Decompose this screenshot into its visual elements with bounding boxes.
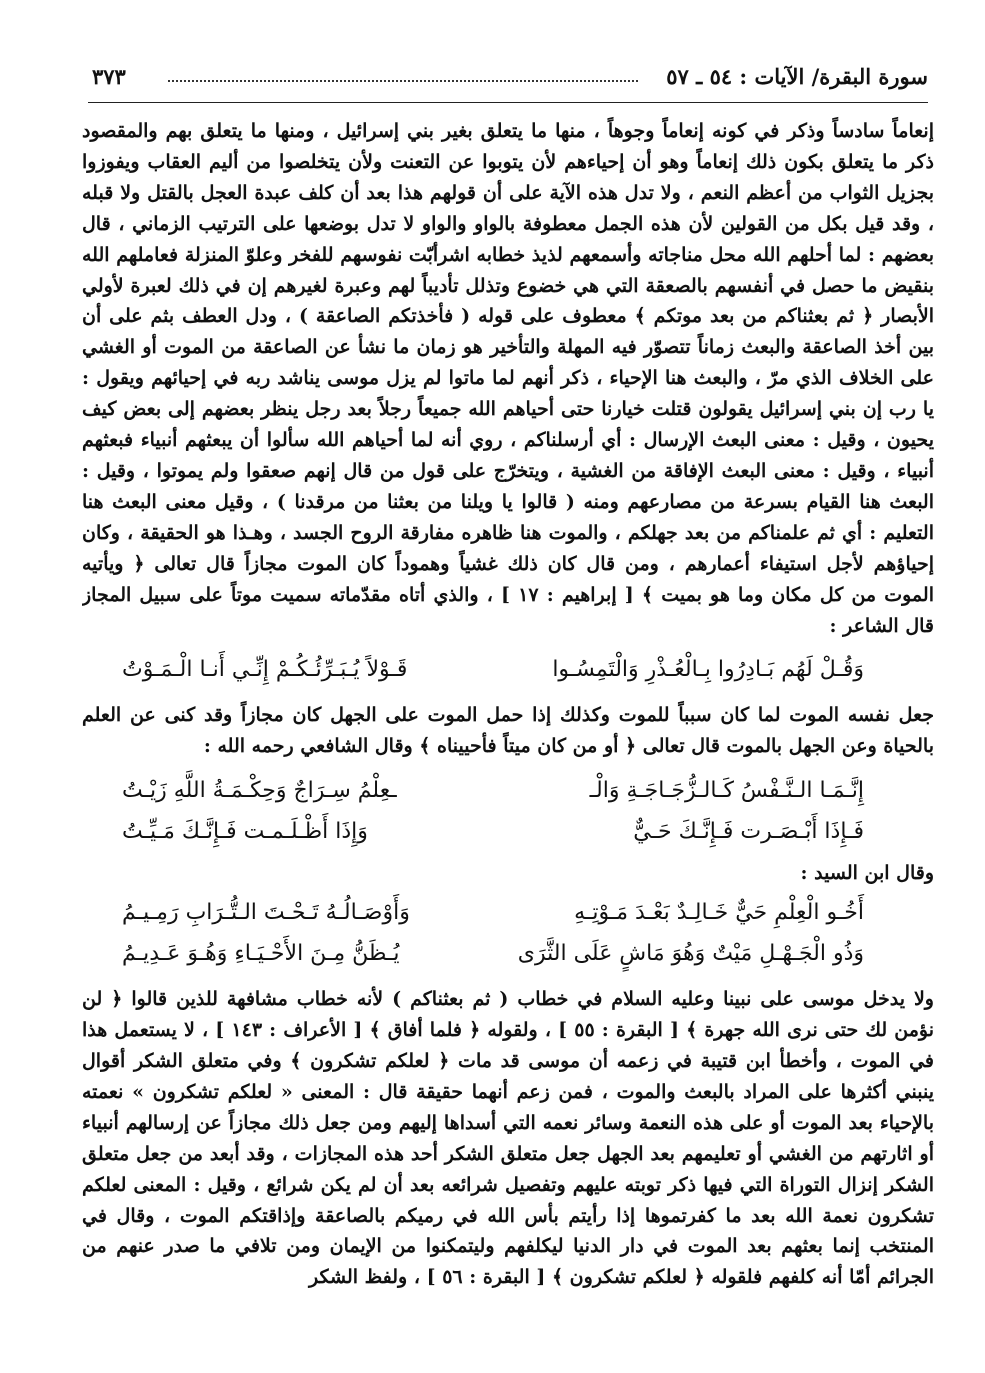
poem-2-line-1 [82, 770, 934, 811]
running-title: سورة البقرة/ الآيات : ٥٤ ـ ٥٧ [666, 64, 928, 89]
paragraph-2: جعل نفسه الموت لما كان سبباً للموت وكذلك إذا حمل الموت على الجهل كان مجازاً وقد كنى عن العلم بالحياة وعن الجهل بالموت قال تعالى ﴿ أو من كان ميتاً فأحييناه ﴾ وقال الشافعي رحمه الله : [82, 704, 934, 758]
hemistich-left: قَـوْلاً يُـبَـرِّئُـكُـمْ إِنِّـي أَنـا الْـمَـوْتُ [122, 657, 408, 683]
hemistich-left: يُـظَنُّ مِـنَ الأَحْـيَـاءِ وَهُـوَ عَـدِيـمُ [122, 941, 400, 967]
hemistich-left: وَأَوْصَـالُـهُ تَـحْـتَ الـتُّـرَابِ رَمِـيـمُ [122, 900, 410, 926]
poem-1-line-1 [82, 649, 934, 690]
poem-2 [82, 770, 934, 852]
page-header [88, 58, 928, 103]
header-dot-leader [168, 80, 638, 82]
poem-3 [82, 892, 934, 974]
paragraph-4: ولا يدخل موسى على نبينا وعليه السلام في خطاب ( ثم بعثناكم ) لأنه خطاب مشافهة للذين قالوا ﴿ لن نؤمن لك حتى نرى الله جهرة ﴾ [ البقرة : ٥٥ ] ، ولقوله ﴿ فلما أفاق ﴾ [ الأعراف : ١٤٣ ] ، لا يستعمل هذا في الموت ، وأخطأ ابن قتيبة في زعمه أن موسى قد مات ﴿ لعلكم تشكرون ﴾ وفي متعلق الشكر أقوال ينبني أكثرها على المراد بالبعث والموت ، فمن زعم أنهما حقيقة قال : المعنى « لعلكم تشكرون » نعمته بالإحياء بعد الموت أو على هذه النعمة وسائر نعمه التي أسداها إليهم ومن جعل ذلك مجازاً عن إرسالهم أنبياء أو اثارتهم من الغشي أو تعليمهم بعد الجهل جعل متعلق الشكر أحد هذه المجازات ، وقد أبعد من جعل متعلق الشكر إنزال التوراة التي فيها ذكر توبته عليهم وتفصيل شرائعه بعد أن لم يكن شرائع ، وقيل : المعنى لعلكم تشكرون نعمة الله بعد ما كفرتموها إذا رأيتم بأس الله في رميكم بالصاعقة وإذاقتكم الموت ، وقال في المنتخب إنما بعثهم بعد الموت في دار الدنيا ليكلفهم وليتمكنوا من الإيمان ومن تلافي ما صدر عنهم من الجرائم أمّا أنه كلفهم فلقوله ﴿ لعلكم تشكرون ﴾ [ البقرة : ٥٦ ] ، ولفظ الشكر [82, 988, 934, 1289]
poem-2-line-2 [82, 811, 934, 852]
hemistich-right: إِنَّـمَـا الـنَّـفْسُ كَـالـزُّجَـاجَـةِ وَالْـ [589, 778, 864, 804]
poem-3-line-1 [82, 892, 934, 933]
hemistich-left: وَإِذَا أَظْـلَـمـت فَـإِنَّـكَ مَـيِّـتُ [122, 819, 368, 845]
poem-3-intro: وقال ابن السيد : [800, 862, 934, 885]
page-number: ٣٧٣ [92, 64, 126, 89]
poem-1 [82, 649, 934, 690]
hemistich-right: فَـإِذَا أَبْـصَـرت فَـإِنَّـكَ حَـيٌّ [633, 819, 864, 845]
page-body [82, 116, 934, 1366]
paragraph-1: إنعاماً سادساً وذكر في كونه إنعاماً وجوهاً ، منها ما يتعلق بغير بني إسرائيل ، ومنها ما يتعلق بهم والمقصود ذكر ما يتعلق بكون ذلك إنعاماً وهو أن إحياءهم لأن يتوبوا عن التعنت ولأن يتخلصوا من أليم العقاب ويفوزوا بجزيل الثواب من أعظم النعم ، ولا تدل هذه الآية على أن قولهم هذا بعد أن كلف عبدة العجل بالقتل ولا قبله ، وقد قيل بكل من القولين لأن هذه الجمل معطوفة بالواو والواو لا تدل بوضعها على الترتيب الزماني ، قال بعضهم : لما أحلهم الله محل مناجاته وأسمعهم لذيذ خطابه اشرأبّت نفوسهم للفخر وعلوّ المنزلة فعاملهم الله بنقيض ما حصل في أنفسهم بالصعقة التي هي خضوع وتذلل تأديباً لهم وعبرة لغيرهم إن في ذلك لعبرة لأولي الأبصار ﴿ ثم بعثناكم من بعد موتكم ﴾ معطوف على قوله ( فأخذتكم الصاعقة ) ، ودل العطف بثم على أن بين أخذ الصاعقة والبعث زماناً تتصوّر فيه المهلة والتأخير هو زمان ما نشأ عن الصاعقة من الموت أو الغشي على الخلاف الذي مرّ ، والبعث هنا الإحياء ، ذكر أنهم لما ماتوا لم يزل موسى يناشد ربه في إحيائهم ويقول : يا رب إن بني إسرائيل يقولون قتلت خيارنا حتى أحياهم الله جميعاً رجلاً بعد رجل ينظر بعضهم إلى بعض كيف يحيون ، وقيل : معنى البعث الإرسال : أي أرسلناكم ، روي أنه لما أحياهم الله سألوا أن يبعثهم أنبياء فبعثهم أنبياء ، وقيل : معنى البعث الإفاقة من الغشية ، ويتخرّج على قول من قال إنهم صعقوا ولم يموتوا ، وقيل : البعث هنا القيام بسرعة من مصارعهم ومنه ( قالوا يا ويلنا من بعثنا من مرقدنا ) ، وقيل معنى البعث هنا التعليم : أي ثم علمناكم من بعد جهلكم ، والموت هنا ظاهره مفارقة الروح الجسد ، وهـذا هو الحقيقة ، وكان إحياؤهم لأجل استيفاء أعمارهم ، ومن قال كان ذلك غشياً وهموداً كان الموت مجازاً قال تعالى ﴿ ويأتيه الموت من كل مكان وما هو بميت ﴾ [ إبراهيم : ١٧ ] ، والذي أتاه مقدّماته سميت موتاً على سبيل المجاز قال الشاعر : [82, 120, 934, 637]
hemistich-right: وَقُـلْ لَهُم بَـادِرُوا بِـالْعُـذْرِ وَالْتَمِسُـوا [552, 657, 864, 683]
hemistich-left: ـعِلْمُ سِـرَاجٌ وَحِكْـمَـةُ اللَّهِ زَيْـتُ [122, 778, 397, 804]
poem-3-line-2 [82, 933, 934, 974]
hemistich-right: أَخُـو الْعِلْمِ حَيٌّ خَـالِـدٌ بَعْـدَ مَـوْتِـهِ [574, 900, 864, 926]
hemistich-right: وَذُو الْجَـهْـلِ مَيْتٌ وَهُوَ مَاشٍ عَلَى الثَّرَى [517, 941, 864, 967]
